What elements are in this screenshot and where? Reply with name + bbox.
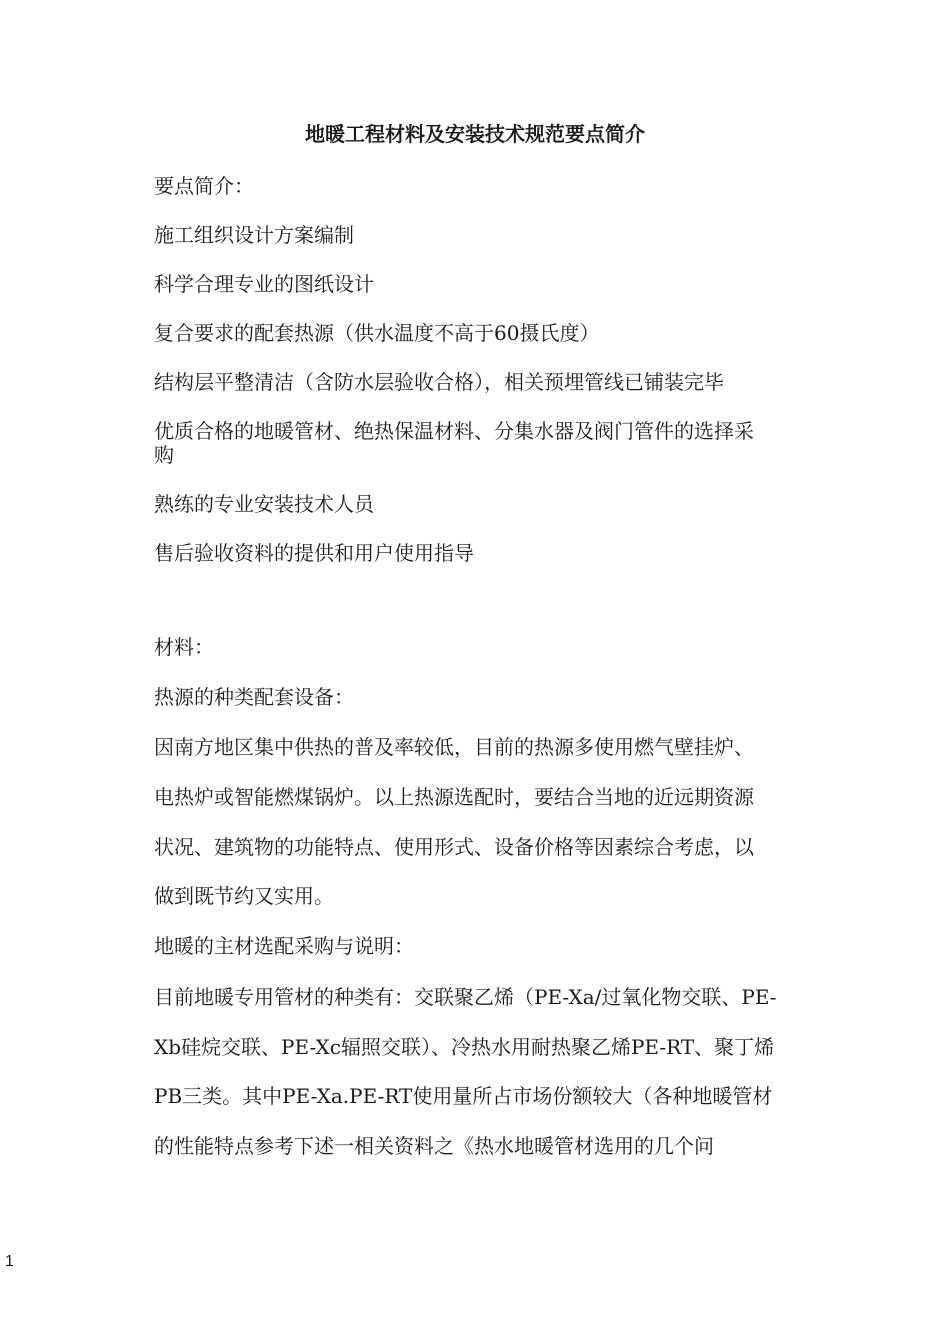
summary-item: 复合要求的配套热源（供水温度不高于60摄氏度） (154, 321, 600, 345)
heat-source-heading: 热源的种类配套设备： (154, 685, 354, 709)
heat-source-line: 状况、建筑物的功能特点、使用形式、设备价格等因素综合考虑，以 (154, 835, 754, 859)
heat-source-line: 电热炉或智能燃煤锅炉。以上热源选配时，要结合当地的近远期资源 (154, 785, 754, 809)
heat-source-line: 做到既节约又实用。 (154, 884, 334, 908)
summary-item: 施工组织设计方案编制 (154, 223, 354, 247)
summary-heading: 要点简介： (154, 174, 254, 198)
summary-item-continuation: 购 (154, 443, 174, 467)
main-material-line: Xb硅烷交联、PE-Xc辐照交联）、冷热水用耐热聚乙烯PE-RT、聚丁烯 (154, 1035, 775, 1059)
materials-heading: 材料： (154, 635, 214, 659)
summary-item: 科学合理专业的图纸设计 (154, 272, 374, 296)
main-material-line: PB三类。其中PE-Xa.PE-RT使用量所占市场份额较大（各种地暖管材 (154, 1084, 773, 1108)
page-number: 1 (5, 1253, 14, 1270)
document-title: 地暖工程材料及安装技术规范要点简介 (305, 122, 645, 146)
main-material-line: 的性能特点参考下述一相关资料之《热水地暖管材选用的几个问 (154, 1134, 714, 1158)
summary-item: 结构层平整清洁（含防水层验收合格），相关预埋管线已铺装完毕 (154, 370, 724, 394)
summary-item: 熟练的专业安装技术人员 (154, 492, 374, 516)
summary-item: 优质合格的地暖管材、绝热保温材料、分集水器及阀门管件的选择采 (154, 419, 754, 443)
main-material-heading: 地暖的主材选配采购与说明： (154, 934, 414, 958)
main-material-line: 目前地暖专用管材的种类有：交联聚乙烯（PE-Xa/过氧化物交联、PE- (154, 985, 777, 1009)
summary-item: 售后验收资料的提供和用户使用指导 (154, 541, 474, 565)
heat-source-line: 因南方地区集中供热的普及率较低，目前的热源多使用燃气壁挂炉、 (154, 735, 754, 759)
